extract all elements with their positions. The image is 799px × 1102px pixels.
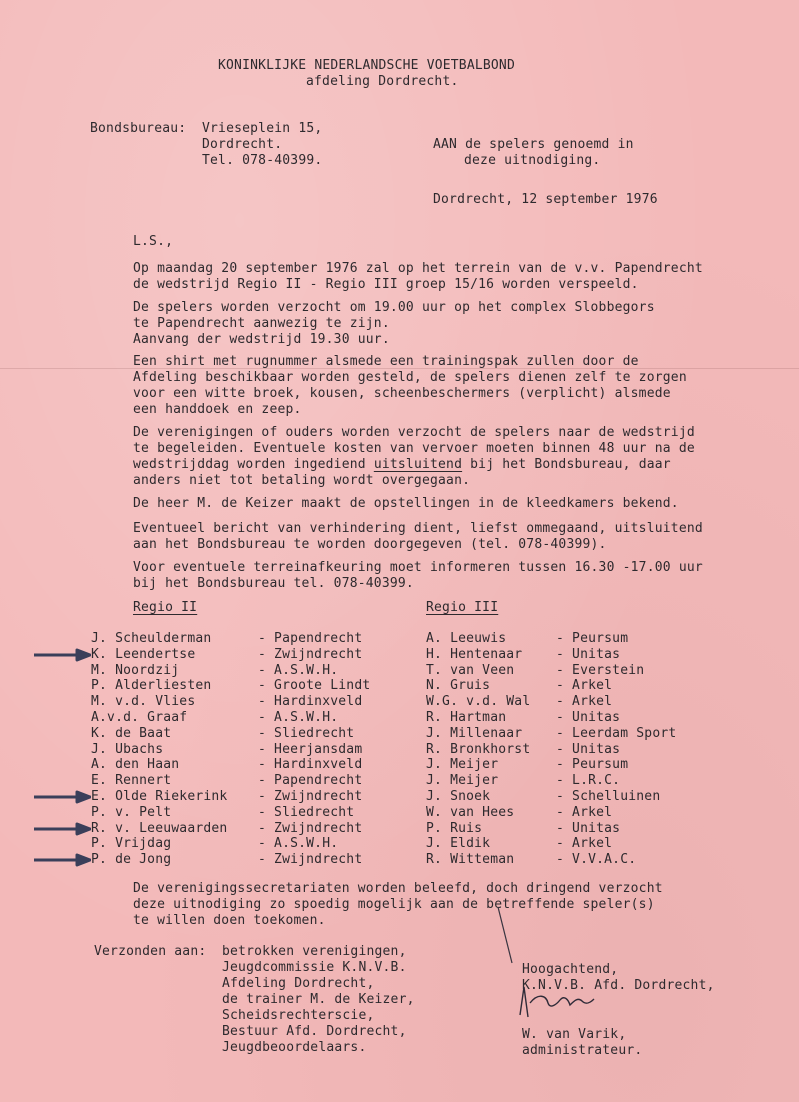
regio-2-player-name: K. de Baat <box>91 726 172 741</box>
regio-3-player-name: R. Hartman <box>426 710 507 725</box>
regio-2-player-club: - Papendrecht <box>258 773 363 788</box>
regio-2-player-club: - Zwijndrecht <box>258 789 363 804</box>
signoff-name: W. van Varik, <box>522 1027 627 1042</box>
sender-street: Vrieseplein 15, <box>202 121 323 136</box>
paragraph-absence: Eventueel bericht van verhindering dient, liefst ommegaand, uitsluitend aan het Bondsbureau te worden doorgegeven (tel. 078-40399). <box>133 521 703 552</box>
regio-2-player-name: A.v.d. Graaf <box>91 710 188 725</box>
regio-3-player-club: - L.R.C. <box>556 773 621 788</box>
regio-2-player-name: M. Noordzij <box>91 663 180 678</box>
regio-3-player-name: J. Snoek <box>426 789 491 804</box>
distribution-recipient: Jeugdcommissie K.N.V.B. <box>222 960 407 975</box>
paragraph-arrival: De spelers worden verzocht om 19.00 uur op het complex Slobbegors te Papendrecht aanwezig te zijn. Aanvang der wedstrijd 19.30 uur. <box>133 300 655 347</box>
regio-2-player-club: - Zwijndrecht <box>258 852 363 867</box>
distribution-recipient: betrokken verenigingen, <box>222 944 407 959</box>
regio-3-player-name: R. Bronkhorst <box>426 742 531 757</box>
recipient-line-2: deze uitnodiging. <box>464 153 601 168</box>
regio-3-player-club: - Leerdam Sport <box>556 726 677 741</box>
regio-3-player-name: A. Leeuwis <box>426 631 507 646</box>
paragraph-pitch: Voor eventuele terreinafkeuring moet informeren tussen 16.30 -17.00 uur bij het Bondsbureau tel. 078-40399. <box>133 560 703 591</box>
regio-2-heading: Regio II <box>133 600 198 615</box>
regio-2-player-name: R. v. Leeuwaarden <box>91 821 228 836</box>
regio-3-player-club: - Unitas <box>556 647 621 662</box>
marker-arrow-icon <box>33 648 91 662</box>
regio-3-player-name: T. van Veen <box>426 663 515 678</box>
regio-3-player-club: - Unitas <box>556 821 621 836</box>
letterhead-dept: afdeling Dordrecht. <box>306 74 459 89</box>
regio-3-player-name: W.G. v.d. Wal <box>426 694 531 709</box>
regio-3-player-club: - Arkel <box>556 805 613 820</box>
regio-2-player-club: - Heerjansdam <box>258 742 363 757</box>
signoff-title: administrateur. <box>522 1043 643 1058</box>
sender-city: Dordrecht. <box>202 137 283 152</box>
regio-3-player-club: - Unitas <box>556 710 621 725</box>
regio-2-player-club: - Papendrecht <box>258 631 363 646</box>
closing-paragraph: De verenigingssecretariaten worden beleefd, doch dringend verzocht deze uitnodiging zo spoedig mogelijk aan de betreffende speler(s) te willen doen toekomen. <box>133 881 663 928</box>
recipient-line-1: AAN de spelers genoemd in <box>433 137 634 152</box>
regio-3-player-name: J. Meijer <box>426 773 499 788</box>
regio-2-player-name: P. Vrijdag <box>91 836 172 851</box>
regio-2-player-name: K. Leendertse <box>91 647 196 662</box>
regio-2-player-name: A. den Haan <box>91 757 180 772</box>
regio-2-player-club: - Hardinxveld <box>258 757 363 772</box>
signoff-greeting: Hoogachtend, <box>522 962 619 977</box>
distribution-recipient: Jeugdbeoordelaars. <box>222 1040 367 1055</box>
paragraph-travel <box>133 425 695 489</box>
regio-2-player-name: E. Olde Riekerink <box>91 789 228 804</box>
regio-3-heading: Regio III <box>426 600 499 615</box>
regio-2-player-club: - Zwijndrecht <box>258 821 363 836</box>
regio-2-player-name: P. de Jong <box>91 852 172 867</box>
paragraph-match: Op maandag 20 september 1976 zal op het terrein van de v.v. Papendrecht de wedstrijd Regio II - Regio III groep 15/16 worden verspeeld. <box>133 261 703 292</box>
regio-3-player-club: - Arkel <box>556 678 613 693</box>
regio-2-player-name: J. Ubachs <box>91 742 164 757</box>
marker-arrow-icon <box>33 822 91 836</box>
regio-3-player-club: - Schelluinen <box>556 789 661 804</box>
regio-2-player-club: - Zwijndrecht <box>258 647 363 662</box>
regio-2-player-club: - A.S.W.H. <box>258 836 339 851</box>
distribution-label: Verzonden aan: <box>94 944 207 959</box>
regio-3-player-name: J. Eldik <box>426 836 491 851</box>
regio-3-player-name: H. Hentenaar <box>426 647 523 662</box>
regio-3-player-club: - Unitas <box>556 742 621 757</box>
distribution-recipient: de trainer M. de Keizer, <box>222 992 415 1007</box>
regio-3-player-name: J. Meijer <box>426 757 499 772</box>
regio-3-player-name: R. Witteman <box>426 852 515 867</box>
regio-2-player-club: - Groote Lindt <box>258 678 371 693</box>
regio-2-player-club: - Hardinxveld <box>258 694 363 709</box>
regio-2-player-club: - A.S.W.H. <box>258 710 339 725</box>
signoff-org: K.N.V.B. Afd. Dordrecht, <box>522 978 715 993</box>
regio-3-player-club: - Arkel <box>556 836 613 851</box>
sender-label: Bondsbureau: <box>90 121 187 136</box>
regio-2-player-name: M. v.d. Vlies <box>91 694 196 709</box>
letterhead-org: KONINKLIJKE NEDERLANDSCHE VOETBALBOND <box>218 58 515 73</box>
regio-3-player-club: - V.V.A.C. <box>556 852 637 867</box>
travel-text-a: De verenigingen of ouders worden verzocht de spelers naar de wedstrijd te begeleiden. Eventuele kosten van vervoer moeten binnen 48 uur na de wedstrijddag worden ingediend <box>133 425 695 472</box>
paragraph-equipment: Een shirt met rugnummer alsmede een trainingspak zullen door de Afdeling beschikbaar worden gesteld, de spelers dienen zelf te zorgen voor een witte broek, kousen, scheenbeschermers (verplicht) alsmede een handdoek en zeep. <box>133 354 687 417</box>
regio-2-player-name: E. Rennert <box>91 773 172 788</box>
regio-3-player-club: - Peursum <box>556 757 629 772</box>
regio-3-player-name: P. Ruis <box>426 821 483 836</box>
regio-3-player-club: - Peursum <box>556 631 629 646</box>
paragraph-lineup: De heer M. de Keizer maakt de opstellingen in de kleedkamers bekend. <box>133 496 679 511</box>
marker-arrow-icon <box>33 853 91 867</box>
regio-2-player-name: P. v. Pelt <box>91 805 172 820</box>
travel-emphasis: uitsluitend <box>373 457 463 472</box>
regio-3-player-name: J. Millenaar <box>426 726 523 741</box>
sender-phone: Tel. 078-40399. <box>202 153 323 168</box>
regio-2-player-club: - Sliedrecht <box>258 805 355 820</box>
regio-2-player-club: - A.S.W.H. <box>258 663 339 678</box>
regio-2-player-name: P. Alderliesten <box>91 678 212 693</box>
regio-3-player-club: - Arkel <box>556 694 613 709</box>
distribution-recipient: Scheidsrechterscie, <box>222 1008 375 1023</box>
distribution-recipient: Bestuur Afd. Dordrecht, <box>222 1024 407 1039</box>
regio-2-player-name: J. Scheulderman <box>91 631 212 646</box>
regio-2-player-club: - Sliedrecht <box>258 726 355 741</box>
regio-3-player-name: W. van Hees <box>426 805 515 820</box>
regio-3-player-name: N. Gruis <box>426 678 491 693</box>
travel-text-b: bij het Bondsbureau, daar anders niet tot betaling wordt overgegaan. <box>133 457 671 488</box>
marker-arrow-icon <box>33 790 91 804</box>
salutation: L.S., <box>133 234 174 249</box>
distribution-recipient: Afdeling Dordrecht, <box>222 976 375 991</box>
signature-mark <box>490 905 620 1035</box>
letter-date: Dordrecht, 12 september 1976 <box>433 192 658 207</box>
regio-3-player-club: - Everstein <box>556 663 645 678</box>
